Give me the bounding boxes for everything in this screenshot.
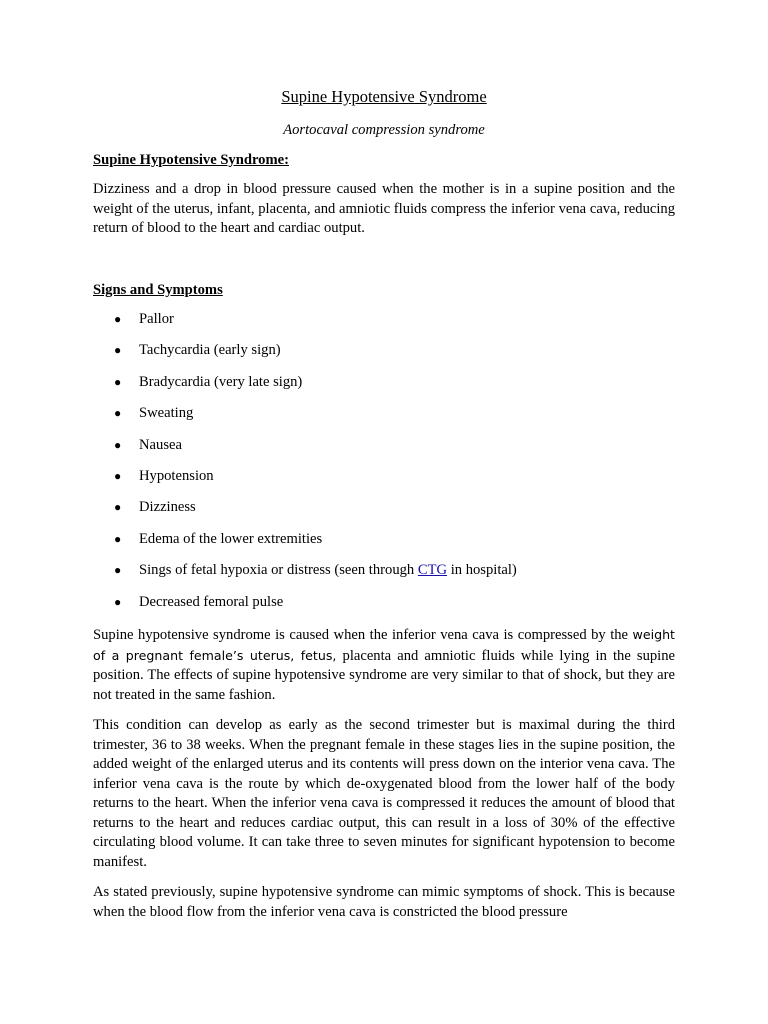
list-item: ● Hypotension bbox=[93, 467, 675, 487]
definition-heading: Supine Hypotensive Syndrome: bbox=[93, 151, 289, 168]
cause-paragraph: Supine hypotensive syndrome is caused when the inferior vena cava is compressed by the weight of a pregnant female’s uterus, fetus, placenta and amniotic fluids while lying in the supine position. The effects of supine hypotensive syndrome are very similar to that of shock, but they are not treated in the same fashion. bbox=[93, 627, 676, 703]
document-subtitle: Aortocaval compression syndrome bbox=[283, 122, 485, 138]
bullet-icon: ● bbox=[114, 374, 122, 389]
signs-list bbox=[93, 310, 675, 612]
ctg-link[interactable]: CTG bbox=[417, 562, 448, 579]
signs-heading: Signs and Symptoms bbox=[93, 281, 223, 298]
list-item: ● Decreased femoral pulse bbox=[93, 593, 675, 613]
list-item: ● Sings of fetal hypoxia or distress (seen through CTG in hospital) bbox=[93, 561, 675, 581]
list-item: ● Sweating bbox=[93, 404, 675, 424]
list-item: ● Bradycardia (very late sign) bbox=[93, 373, 675, 393]
bullet-icon: ● bbox=[114, 406, 122, 421]
list-item: ● Pallor bbox=[93, 310, 675, 330]
bullet-icon: ● bbox=[114, 312, 122, 326]
mixed-font-text: weight of a pregnant female’s uterus, fetus, bbox=[93, 627, 675, 663]
bullet-icon: ● bbox=[114, 437, 122, 452]
list-item: ● Dizziness bbox=[93, 498, 675, 518]
document-title: Supine Hypotensive Syndrome bbox=[281, 87, 487, 106]
bullet-icon: ● bbox=[114, 500, 122, 515]
bullet-icon: ● bbox=[114, 343, 122, 358]
bullet-icon: ● bbox=[114, 468, 122, 483]
bullet-icon: ● bbox=[114, 563, 122, 578]
document-page bbox=[93, 86, 675, 933]
list-item: ● Nausea bbox=[93, 436, 675, 456]
definition-paragraph: Dizziness and a drop in blood pressure caused when the mother is in a supine position and the weight of the uterus, infant, placenta, and amniotic fluids compress the inferior vena cava, reducing return of blood to the heart and cardiac output. bbox=[93, 181, 675, 236]
bullet-icon: ● bbox=[114, 531, 122, 546]
bullet-icon: ● bbox=[114, 594, 122, 609]
shock-paragraph: As stated previously, supine hypotensive syndrome can mimic symptoms of shock. This is because when the blood flow from the inferior vena cava is constricted the blood pressure bbox=[93, 884, 675, 920]
development-paragraph: This condition can develop as early as the second trimester but is maximal during the third trimester, 36 to 38 weeks. When the pregnant female in these stages lies in the supine position, the added weight of the enlarged uterus and its contents will press down on the interior vena cava. The inferior vena cava is the route by which de-oxygenated blood from the lower half of the body returns to the heart. When the inferior vena cava is compressed it reduces the amount of blood that returns to the heart and reduces cardiac output, this can result in a loss of 30% of the effective circulating blood volume. It can take three to seven minutes for significant hypotension to become manifest. bbox=[93, 717, 675, 870]
list-item: ● Edema of the lower extremities bbox=[93, 530, 675, 550]
list-item: ● Tachycardia (early sign) bbox=[93, 341, 675, 361]
